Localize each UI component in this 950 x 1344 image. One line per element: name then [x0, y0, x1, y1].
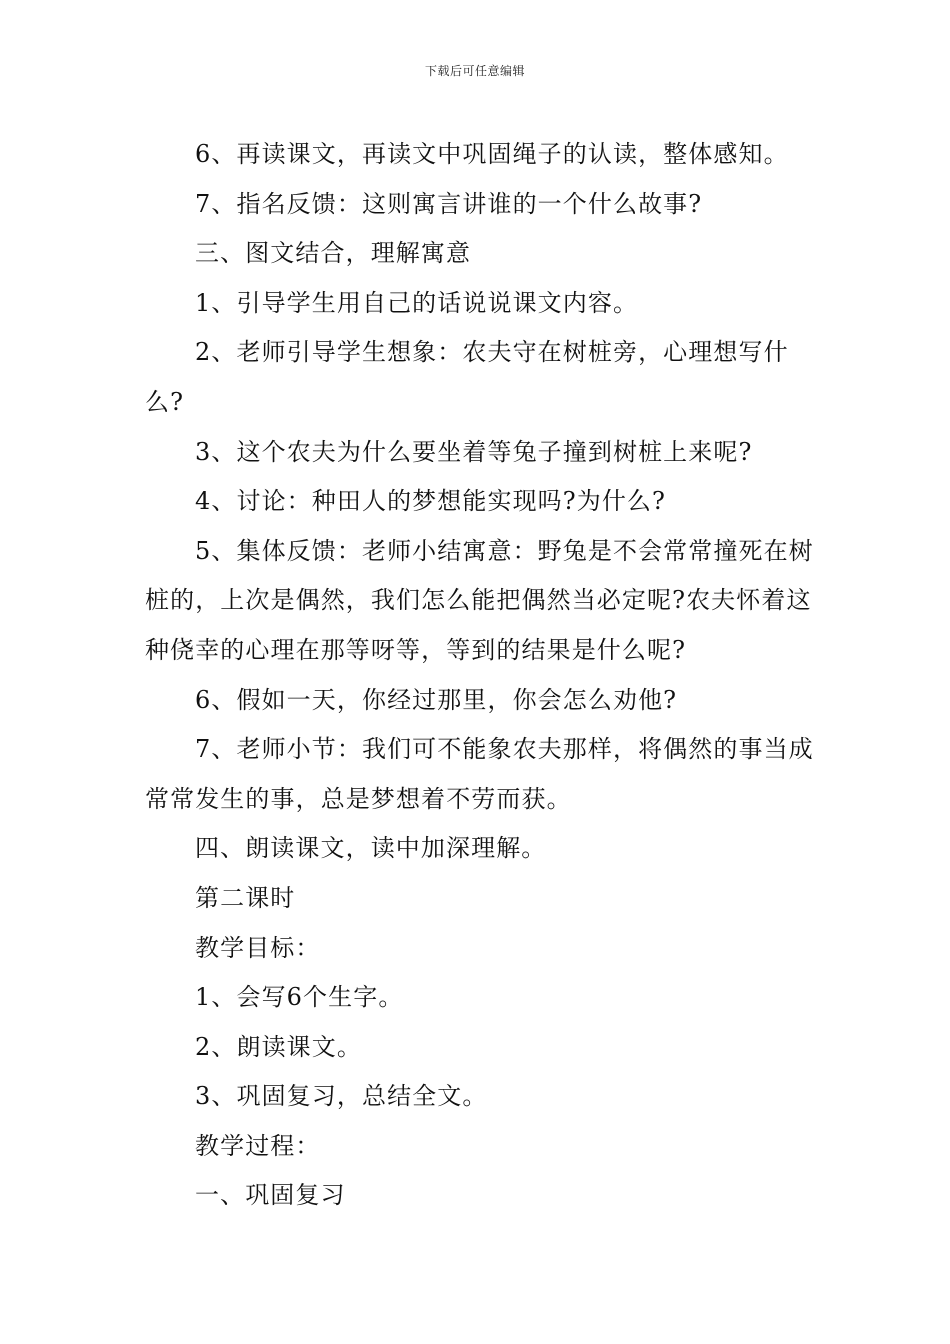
subheading: 教学目标：: [195, 933, 321, 962]
section-heading: 三、图文结合，理解寓意: [195, 239, 472, 268]
paragraph: 7、老师小节：我们可不能象农夫那样，将偶然的事当成常常发生的事，总是梦想着不劳而获。: [145, 735, 814, 813]
section-heading: 四、朗读课文，读中加深理解。: [195, 834, 547, 863]
paragraph: 5、集体反馈：老师小结寓意：野兔是不会常常撞死在树桩的，上次是偶然，我们怎么能把偶然当必定呢?农夫怀着这种侥幸的心理在那等呀等，等到的结果是什么呢?: [145, 536, 814, 664]
paragraph: 1、引导学生用自己的话说说课文内容。: [195, 288, 639, 317]
paragraph: 7、指名反馈：这则寓言讲谁的一个什么故事?: [195, 189, 703, 218]
subheading: 教学过程：: [195, 1131, 321, 1160]
paragraph: 2、老师引导学生想象：农夫守在树桩旁，心理想写什么?: [145, 338, 789, 416]
document-body: [145, 130, 815, 1221]
paragraph: 3、巩固复习，总结全文。: [195, 1082, 488, 1111]
paragraph: 6、再读课文，再读文中巩固绳子的认读，整体感知。: [195, 140, 789, 168]
paragraph: 3、这个农夫为什么要坐着等兔子撞到树桩上来呢?: [195, 437, 753, 466]
page-header: 下载后可任意编辑: [424, 64, 525, 78]
paragraph: 2、朗读课文。: [195, 1032, 362, 1061]
section-heading: 一、巩固复习: [195, 1181, 346, 1210]
paragraph: 6、假如一天，你经过那里，你会怎么劝他?: [195, 685, 678, 714]
lesson-heading: 第二课时: [195, 883, 296, 912]
paragraph: 4、讨论：种田人的梦想能实现吗?为什么?: [195, 487, 667, 516]
paragraph: 1、会写6个生字。: [195, 983, 404, 1012]
